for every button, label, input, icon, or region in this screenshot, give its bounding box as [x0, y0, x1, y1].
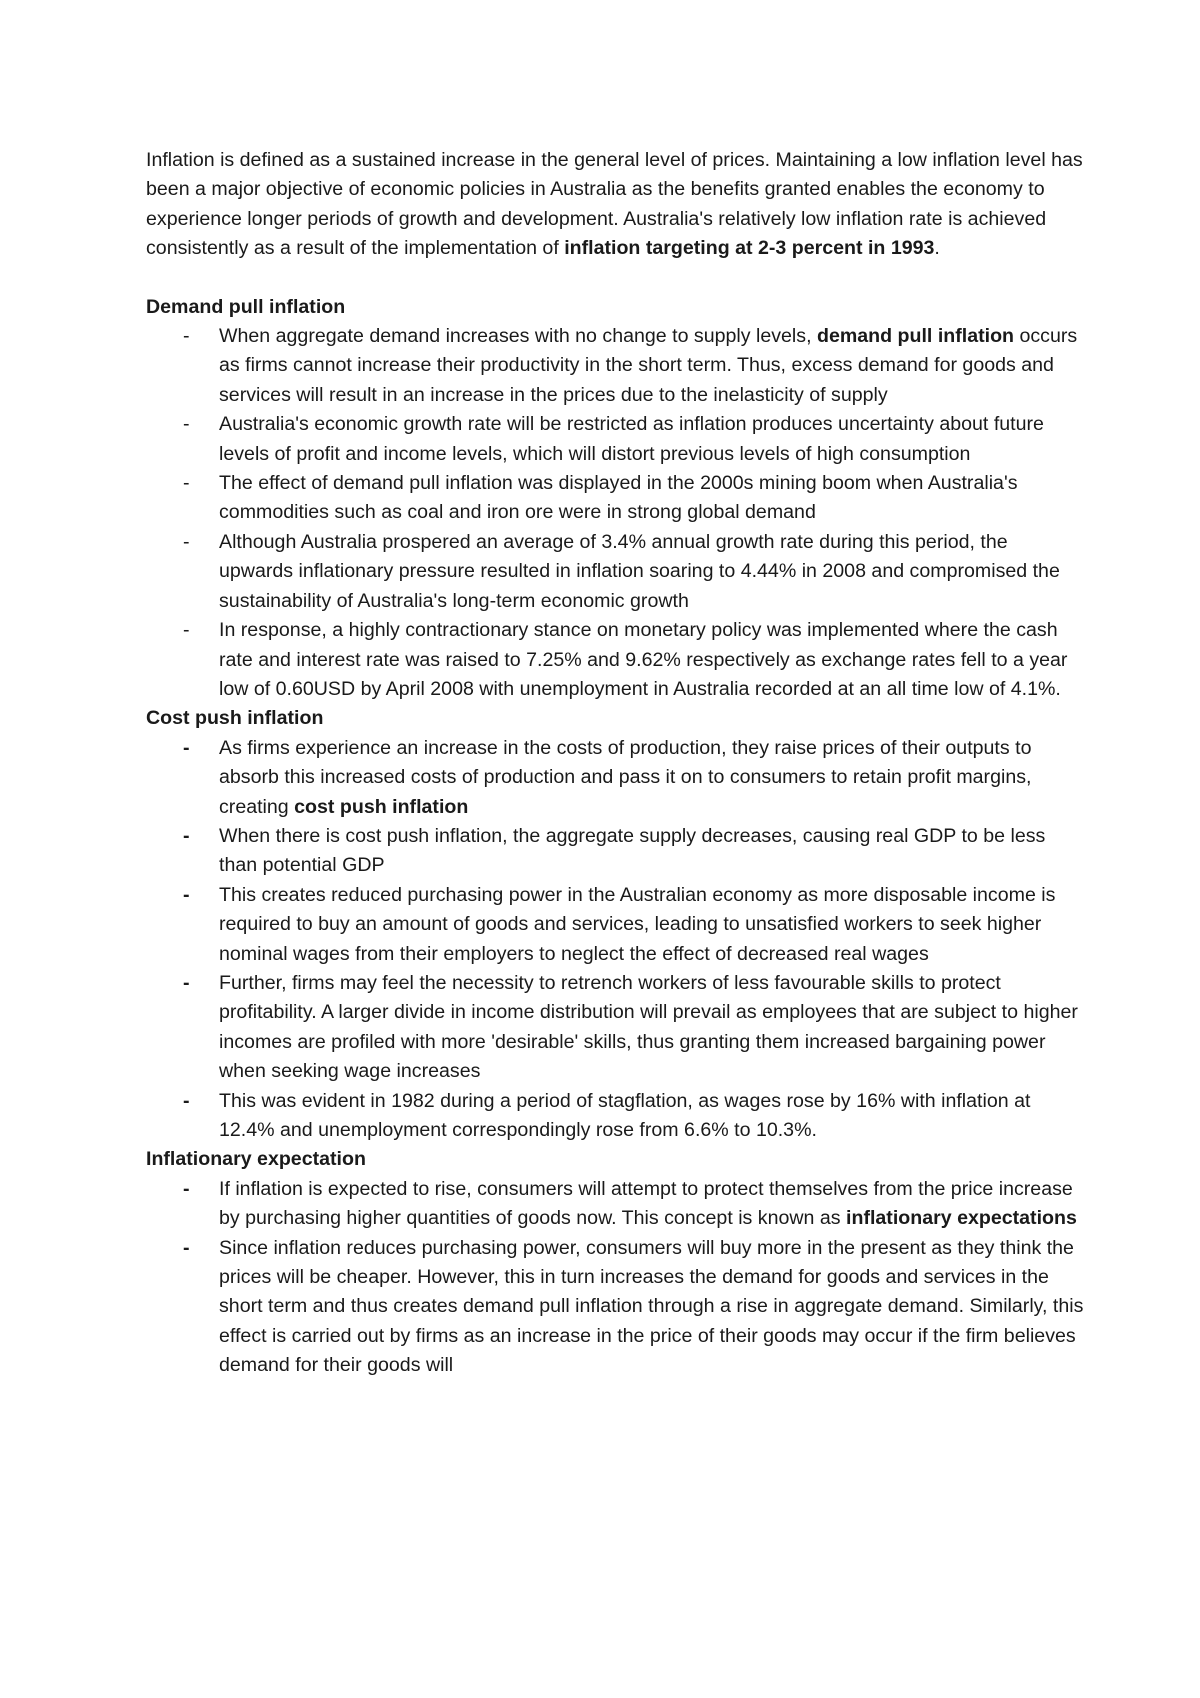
item-bold-text: cost push inflation [294, 795, 469, 818]
dash-marker: - [183, 413, 190, 436]
dash-marker: - [183, 1089, 190, 1112]
dash-marker: - [183, 530, 190, 553]
section-heading-cost-push: Cost push inflation [146, 707, 324, 730]
item-text: This creates reduced purchasing power in the Australian economy as more disposable income is required to buy an amount of goods and services, leading to unsatisfied workers to seek higher nominal wages from their employers to neglect the effect of decreased real wages [219, 883, 1056, 965]
item-bold-text: demand pull inflation [816, 325, 1015, 348]
list-item [146, 969, 1086, 1087]
item-text: Australia's economic growth rate will be restricted as inflation produces uncertainty about future levels of profit and income levels, which will distort previous levels of high consumption [219, 413, 1044, 465]
item-bold-text: inflationary expectations [846, 1207, 1077, 1230]
item-text: In response, a highly contractionary stance on monetary policy was implemented where the cash rate and interest rate was raised to 7.25% and 9.62% respectively as exchange rates fell to a year low of 0.60USD by April 2008 with unemployment in Australia recorded at an all time low of 4.1%. [219, 619, 1068, 700]
list-item [146, 469, 1086, 528]
item-text: When aggregate demand increases with no change to supply levels, [219, 325, 817, 348]
section-list-cost-push [146, 734, 1086, 1146]
item-text: The effect of demand pull inflation was displayed in the 2000s mining boom when Australia's commodities such as coal and iron ore were in strong global demand [219, 472, 1018, 524]
dash-marker: - [183, 736, 190, 759]
item-text: As firms experience an increase in the costs of production, they raise prices of their outputs to absorb this increased costs of production and pass it on to consumers to retain profit margins, creating [219, 736, 1032, 818]
section-heading-inflationary-expectation: Inflationary expectation [146, 1148, 366, 1171]
dash-marker: - [183, 1236, 190, 1259]
list-item [146, 822, 1086, 881]
list-item [146, 881, 1086, 969]
list-item [146, 528, 1086, 616]
dash-marker: - [183, 619, 190, 642]
dash-marker: - [183, 472, 190, 495]
list-item [146, 1087, 1086, 1146]
list-item [146, 1175, 1086, 1234]
intro-bold-text: inflation targeting at 2-3 percent in 1993 [564, 237, 935, 260]
section-heading-demand-pull: Demand pull inflation [146, 295, 346, 318]
item-text: When there is cost push inflation, the aggregate supply decreases, causing real GDP to be less than potential GDP [219, 824, 1046, 877]
item-text: This was evident in 1982 during a period of stagflation, as wages rose by 16% with inflation at 12.4% and unemployment correspondingly rose from 6.6% to 10.3%. [219, 1089, 1031, 1141]
section-list-demand-pull [146, 322, 1086, 704]
item-text: Since inflation reduces purchasing power, consumers will buy more in the present as they think the prices will be cheaper. However, this in turn increases the demand for goods and services in the short term and thus creates demand pull inflation through a rise in aggregate demand. Similarly, this effect is carried out by firms as an increase in the price of their goods may occur if the firm believes demand for their goods will [219, 1236, 1084, 1377]
intro-text: Inflation is defined as a sustained increase in the general level of prices. Maintaining a low inflation level has been a major objective of economic policies in Australia as the benefits granted enables the economy to experience longer periods of growth and development. Australia's relatively low inflation rate is achieved consistently as a result of the implementation of [146, 149, 1083, 260]
dash-marker: - [183, 883, 190, 906]
list-item [146, 734, 1086, 822]
item-text: Although Australia prospered an average of 3.4% annual growth rate during this period, the upwards inflationary pressure resulted in inflation soaring to 4.44% in 2008 and compromised the sustainability of Australia's long-term economic growth [219, 530, 1060, 612]
dash-marker: - [183, 1177, 190, 1200]
dash-marker: - [183, 325, 190, 348]
dash-marker: - [183, 971, 190, 994]
list-item [146, 616, 1086, 704]
list-item [146, 410, 1086, 469]
intro-paragraph [146, 146, 1086, 264]
list-item [146, 1234, 1086, 1381]
list-item [146, 322, 1086, 410]
intro-text-end: . [934, 237, 940, 260]
item-text-end: occurs as firms cannot increase their productivity in the short term. Thus, excess demand for goods and services will result in an increase in the prices due to the inelasticity of supply [219, 325, 1078, 406]
item-text: Further, firms may feel the necessity to retrench workers of less favourable skills to protect profitability. A larger divide in income distribution will prevail as employees that are subject to higher incomes are profiled with more 'desirable' skills, thus granting them increased bargaining power when seeking wage increases [219, 971, 1078, 1083]
document-page [146, 146, 1086, 1381]
section-list-inflationary-expectation [146, 1175, 1086, 1381]
dash-marker: - [183, 824, 190, 847]
item-text: If inflation is expected to rise, consumers will attempt to protect themselves from the price increase by purchasing higher quantities of goods now. This concept is known as [219, 1177, 1073, 1230]
